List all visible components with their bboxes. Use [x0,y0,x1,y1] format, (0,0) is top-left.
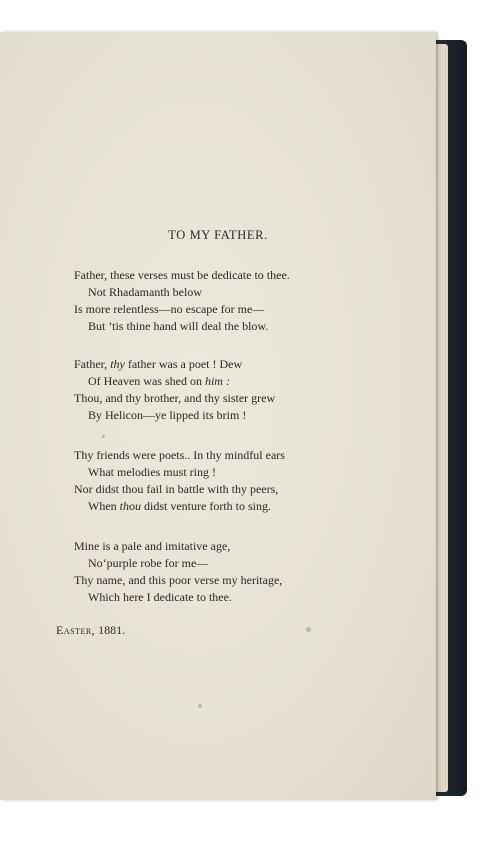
poem-line: What melodies must ring ! [88,465,216,479]
poem-line [88,500,271,512]
poem-line: Thou, and thy brother, and thy sister grew [74,391,276,405]
poem-line: Thy name, and this poor verse my heritage, [74,573,283,587]
paper-speck [102,435,105,438]
line-text: When [88,499,120,513]
poem-title: TO MY FATHER. [168,228,268,242]
paper-speck [306,627,311,632]
signoff-season: Easter, [56,623,96,637]
line-text: Father, [74,357,111,371]
dedication-poem [0,32,436,800]
poem-line: No‘purple robe for me— [88,556,209,570]
book-page [0,32,436,800]
poem-line [88,375,230,387]
line-emphasis: thy [110,357,125,371]
line-text: didst venture forth to sing. [141,499,271,513]
line-text: father was a poet ! Dew [124,357,243,371]
poem-line: Not Rhadamanth below [88,285,202,299]
paper-speck [198,704,202,708]
poem-line: Is more relentless—no escape for me— [74,302,265,316]
poem-line: But ’tis thine hand will deal the blow. [88,319,269,333]
signoff-year: 1881. [98,623,126,637]
poem-line: Father, these verses must be dedicate to thee. [74,268,290,282]
poem-line: Nor didst thou fail in battle with thy peers, [74,482,279,496]
poem-line: Which here I dedicate to thee. [88,590,232,604]
signoff [56,623,125,638]
poem-line [74,358,242,370]
poem-line: Thy friends were poets.. In thy mindful ears [74,448,285,462]
poem-line: By Helicon—ye lipped its brim ! [88,408,247,422]
line-text: Of Heaven was shed on [88,374,205,388]
line-emphasis: thou [119,499,141,513]
line-emphasis: him : [204,374,230,388]
poem-line: Mine is a pale and imitative age, [74,539,231,553]
